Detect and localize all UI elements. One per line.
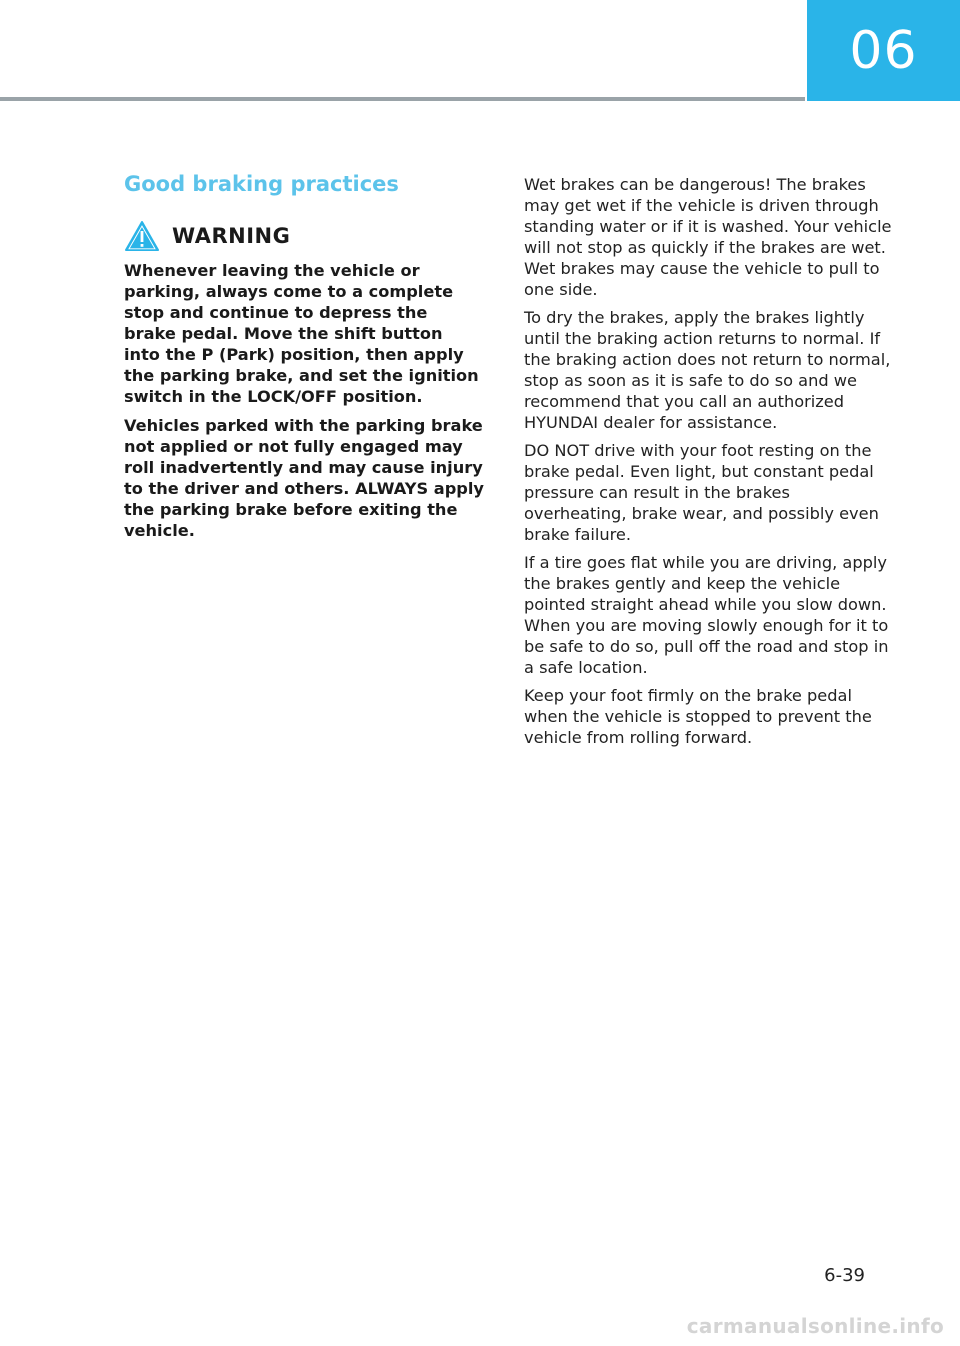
header-rule [0, 97, 805, 101]
body-paragraph: DO NOT drive with your foot resting on the brake pedal. Even light, but constant pedal pressure can result in the brakes overheating, brake wear, and possibly even brake failure. [524, 441, 879, 544]
warning-label: WARNING [172, 224, 291, 248]
body-paragraph: Wet brakes can be dangerous! The brakes may get wet if the vehicle is driven through standing water or if it is washed. Your vehicle will not stop as quickly if the brakes are wet. Wet brakes may cause the vehicle to pull to one side. [524, 175, 892, 299]
body-paragraph: To dry the brakes, apply the brakes lightly until the braking action returns to normal. If the braking action does not return to normal, stop as soon as it is safe to do so and we recommend that you call an authorized HYUNDAI dealer for assistance. [524, 308, 891, 432]
warning-paragraph: Whenever leaving the vehicle or parking, always come to a complete stop and continue to depress the brake pedal. Move the shift button into the P (Park) position, then apply the parking brake, and set the ignition switch in the LOCK/OFF position. [124, 261, 479, 406]
chapter-tab [807, 0, 960, 101]
right-column [524, 174, 894, 755]
left-column [124, 172, 484, 549]
body-paragraph: Keep your foot firmly on the brake pedal when the vehicle is stopped to prevent the vehicle from rolling forward. [524, 686, 872, 747]
warning-paragraph: Vehicles parked with the parking brake not applied or not fully engaged may roll inadvertently and may cause injury to the driver and others. ALWAYS apply the parking brake before exiting the vehicle. [124, 416, 484, 540]
page-number: 6-39 [824, 1265, 865, 1286]
body-paragraph: If a tire goes flat while you are driving, apply the brakes gently and keep the vehicle pointed straight ahead while you slow down. When you are moving slowly enough for it to be safe to do so, pull off the road and stop in a safe location. [524, 553, 889, 677]
section-title: Good braking practices [124, 172, 399, 196]
warning-triangle-icon [124, 220, 160, 252]
warning-header [124, 220, 484, 252]
watermark: carmanualsonline.info [686, 1314, 944, 1338]
chapter-number: 06 [849, 20, 918, 81]
